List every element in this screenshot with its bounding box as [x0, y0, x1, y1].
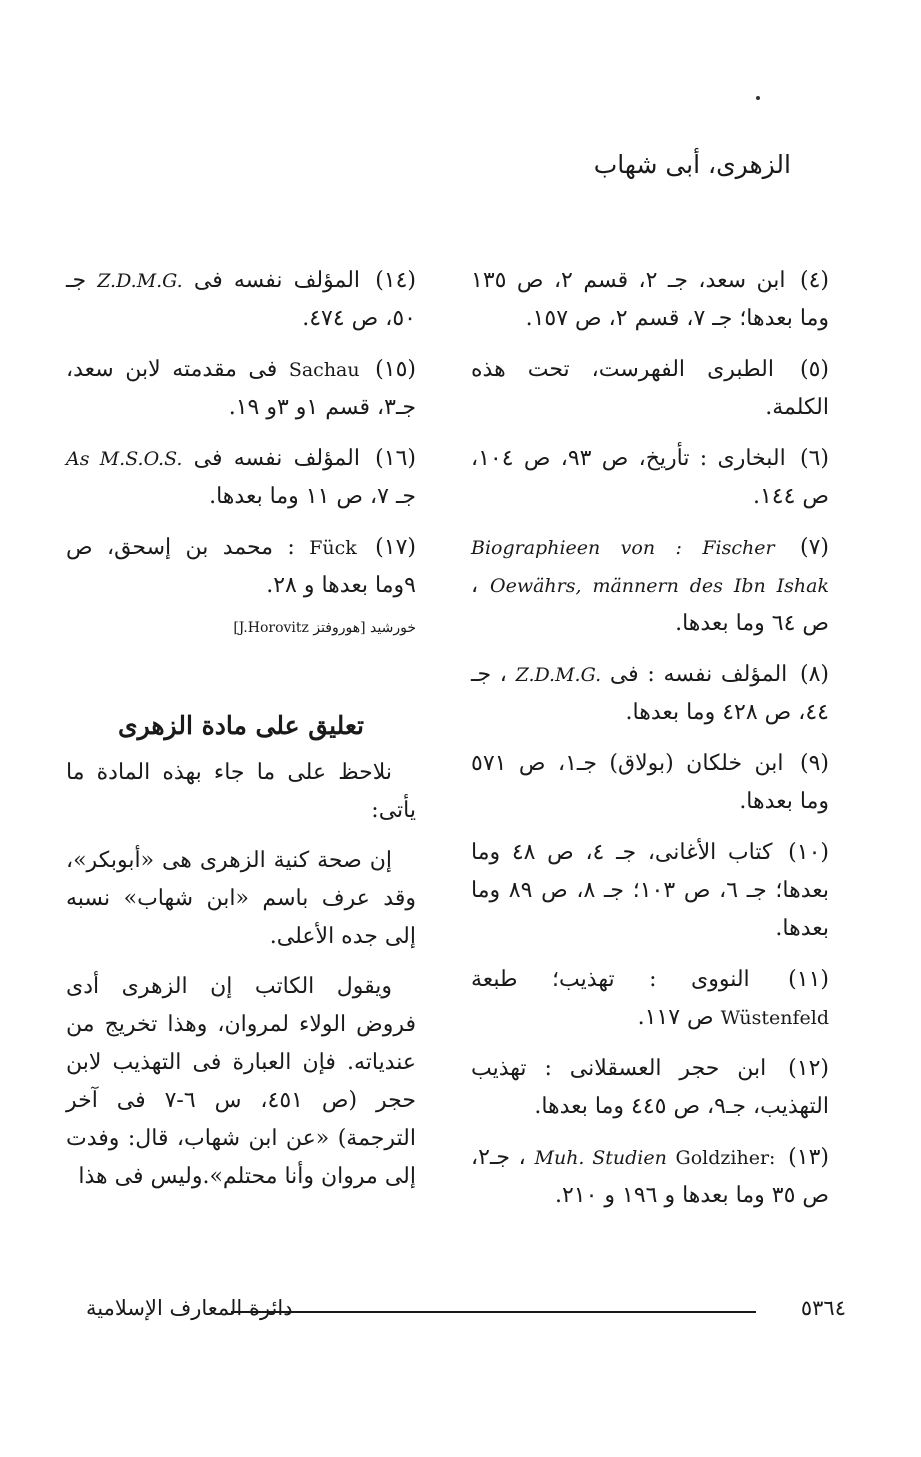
journal-name: دائرة المعارف الإسلامية [86, 1296, 293, 1320]
footnote-8 [471, 656, 829, 732]
footnote-text: ابن حجر العسقلانى : تهذيب التهذيب، جـ٩، ص ٤٤٥ وما بعدها. [471, 1056, 829, 1119]
page-number: ٥٣٦٤ [800, 1296, 846, 1320]
footnote-text: ابن خلكان (بولاق) جـ١، ص ٥٧١ وما بعدها. [471, 751, 829, 814]
footnote-5 [471, 351, 829, 427]
footnote-number: (١٠) [788, 840, 829, 865]
footnote-10 [471, 834, 829, 948]
footnote-14 [66, 262, 416, 338]
footnote-13 [471, 1139, 829, 1215]
footnote-11 [471, 961, 829, 1037]
footnote-text: : محمد بن إسحق، ص ٩وما بعدها و ٢٨. [66, 535, 416, 598]
footnote-text: جـ ٧، ص ١١ وما بعدها. [209, 484, 416, 509]
footnote-4 [471, 262, 829, 338]
footnote-number: (٥) [799, 357, 829, 382]
footnote-number: (١٣) [788, 1145, 829, 1170]
footnote-number: (١٥) [375, 357, 416, 382]
page-footer [86, 1296, 846, 1326]
footnote-7 [471, 529, 829, 643]
footnote-prefix: المؤلف نفسه فى [193, 446, 360, 471]
footer-rule [231, 1311, 756, 1313]
footnote-latin: As M.S.O.S. [66, 448, 183, 470]
commentary-paragraph: نلاحظ على ما جاء بهذه المادة ما يأتى: [66, 760, 416, 823]
footnote-text: جـ ٥٠، ص ٤٧٤. [66, 268, 416, 331]
footnote-latin: Z.D.M.G. [515, 664, 602, 686]
footnote-12 [471, 1050, 829, 1126]
footnote-number: (١٢) [788, 1056, 829, 1081]
footnote-number: (٦) [800, 446, 830, 471]
footnote-number: (٤) [800, 268, 830, 293]
commentary-paragraph: ويقول الكاتب إن الزهرى أدى فروض الولاء لمروان، وهذا تخريج من عندياته. فإن العبارة فى التهذيب لابن حجر (ص ٤٥١، س ٦-٧ فى آخر الترجمة) «عن ابن شهاب، قال: وفدت إلى مروان وأنا محتلم».وليس فى هذا [66, 974, 416, 1189]
footnote-text: ، جـ٢، ص ٣٥ وما بعدها و ١٩٦ و ٢١٠. [471, 1145, 829, 1208]
footnote-16 [66, 440, 416, 516]
footnote-prefix: المؤلف نفسه فى [193, 268, 361, 293]
footnote-6 [471, 440, 829, 516]
footnote-latin-title: Oewährs, männern des Ibn Ishak [490, 575, 829, 597]
footnote-number: (١١) [788, 967, 829, 992]
section-title: تعليق على مادة الزهرى [118, 711, 364, 740]
footnote-9 [471, 745, 829, 821]
footnote-text: ، ص ٦٤ وما بعدها. [471, 573, 829, 636]
footnote-prefix: النووى : تهذيب؛ طبعة [471, 967, 750, 992]
footnote-number: (١٧) [375, 535, 416, 560]
footnote-latin: Fück [309, 537, 357, 559]
footnote-number: (١٦) [375, 446, 416, 471]
footnote-number: (١٤) [375, 268, 417, 293]
right-column-notes [471, 262, 829, 1228]
footnote-text: البخارى : تأريخ، ص ٩٣، ص ١٠٤، ص ١٤٤. [471, 446, 829, 509]
footnote-text: كتاب الأغانى، جـ ٤، ص ٤٨ وما بعدها؛ جـ ٦، ص ١٠٣؛ جـ ٨، ص ٨٩ وما بعدها. [471, 840, 830, 941]
footnote-text: فى مقدمته لابن سعد، جـ٣، قسم ١و ٣و ١٩. [66, 357, 416, 420]
footnote-number: (٧) [799, 535, 829, 560]
footnote-15 [66, 351, 416, 427]
footnote-latin: Biographieen von : Fischer [471, 537, 775, 559]
running-head: الزهرى، أبى شهاب [593, 150, 791, 179]
footnote-text: ابن سعد، جـ ٢، قسم ٢، ص ١٣٥ وما بعدها؛ جـ ٧، قسم ٢، ص ١٥٧. [471, 268, 829, 331]
footnote-latin: Sachau [288, 359, 360, 381]
left-column [66, 262, 416, 1208]
footnote-latin-title: Muh. Studien [534, 1147, 667, 1169]
footnote-number: (٨) [800, 662, 830, 687]
footnote-text: الطبرى الفهرست، تحت هذه الكلمة. [471, 357, 829, 420]
footnote-latin: Z.D.M.G. [97, 270, 183, 292]
footnote-17 [66, 529, 416, 605]
scan-speck [756, 96, 760, 100]
footnote-latin: Wüstenfeld [720, 1007, 829, 1029]
commentary-paragraph: إن صحة كنية الزهرى هى «أبوبكر»، وقد عرف باسم «ابن شهاب» نسبه إلى جده الأعلى. [66, 848, 416, 949]
footnote-latin: Goldziher: [675, 1147, 776, 1169]
footnote-prefix: المؤلف نفسه : فى [609, 662, 788, 687]
footnote-number: (٩) [799, 751, 829, 776]
author-credit: خورشيد [هوروفتز J.Horovitz] [233, 620, 416, 636]
footnote-text: ، جـ ٤٤، ص ٤٢٨ وما بعدها. [471, 662, 829, 725]
footnote-text: ص ١١٧. [637, 1005, 714, 1030]
